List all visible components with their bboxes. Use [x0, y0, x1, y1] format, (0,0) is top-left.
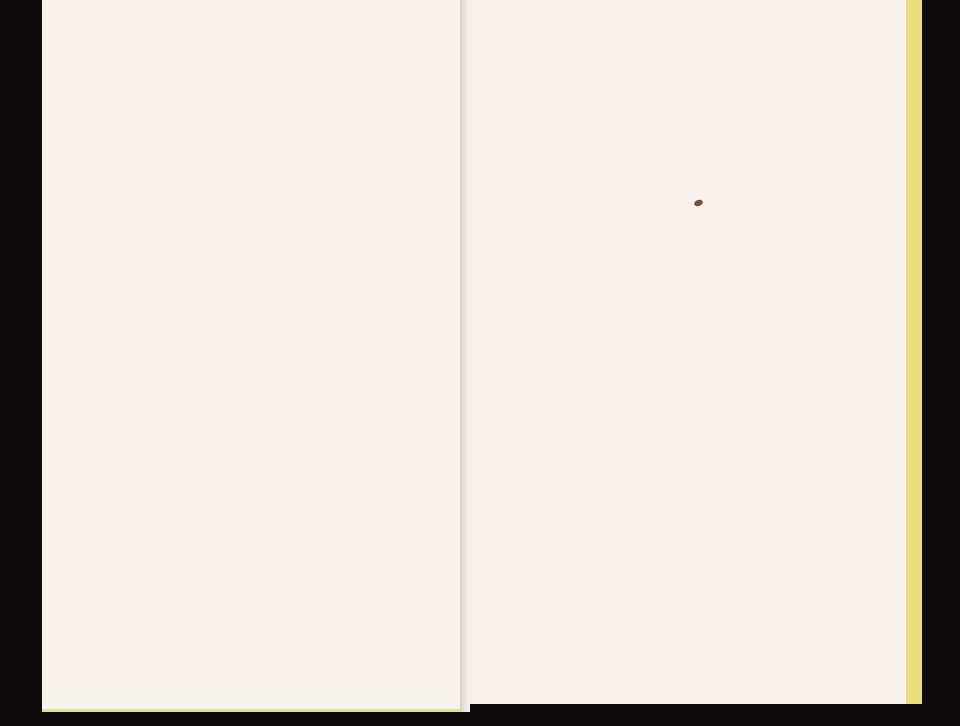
left-page — [42, 0, 464, 712]
paper-stain — [693, 199, 704, 208]
page-edge — [906, 0, 922, 704]
right-page — [468, 0, 906, 704]
